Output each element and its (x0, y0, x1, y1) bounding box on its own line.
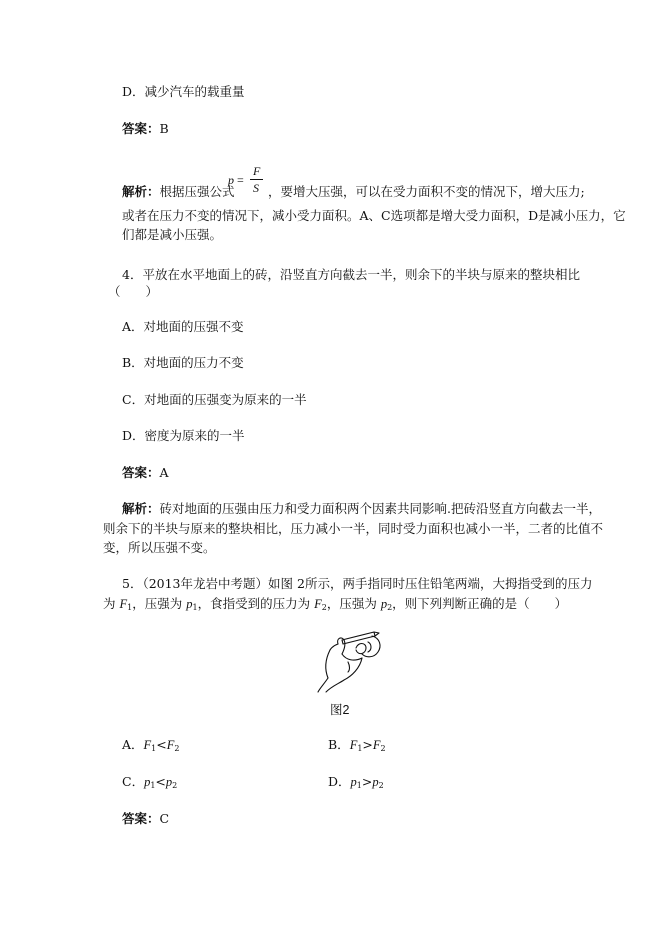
q3-option-d: D．减少汽车的载重量 (122, 84, 245, 99)
sub-2: 2 (174, 744, 180, 753)
answer-label: 答案： (122, 811, 160, 826)
q5-option-d (328, 774, 384, 794)
q5-stem-line-1: 5．（2013年龙岩中考题）如图 2所示，两手指同时压住铅笔两端，大拇指受到的压力 (122, 576, 593, 591)
formula-denominator: S (253, 181, 259, 195)
var-F: F (143, 738, 152, 752)
sub-1: 1 (151, 744, 157, 753)
var-p: p (372, 775, 379, 789)
answer-label: 答案： (122, 121, 160, 136)
q5-option-b (328, 737, 386, 757)
q3-analysis-line-1b: ，要增大压强，可以在受力面积不变的情况下，增大压力; (268, 184, 585, 199)
sub-2: 2 (387, 603, 393, 612)
hand-pencil-figure (312, 628, 388, 694)
var-F: F (372, 738, 381, 752)
analysis-label: 解析： (122, 184, 160, 199)
answer-value: B (159, 121, 169, 136)
q4-option-d: D．密度为原来的一半 (122, 428, 245, 443)
q3-analysis-line-2: 或者在压力不变的情况下，减小受力面积。A、C选项都是增大受力面积，D是减小压力，它 (122, 208, 626, 223)
pressure-formula (228, 164, 268, 198)
q4-stem-line-1: 4．平放在水平地面上的砖，沿竖直方向截去一半，则余下的半块与原来的整块相比 (122, 267, 580, 282)
q5-option-a (122, 737, 179, 757)
greater-than-sign: > (362, 737, 373, 752)
stem-text: ，压强为 (132, 596, 183, 611)
q5-answer (122, 811, 169, 827)
var-F: F (349, 738, 358, 752)
sub-2: 2 (378, 781, 384, 790)
analysis-label: 解析： (122, 501, 160, 516)
sub-2: 2 (380, 744, 386, 753)
var-p: p (144, 775, 151, 789)
q4-answer (122, 465, 169, 481)
formula-numerator: F (253, 164, 261, 178)
greater-than-sign: > (361, 774, 373, 789)
answer-value: A (159, 465, 169, 480)
analysis-text: 根据压强公式 (159, 184, 235, 199)
answer-label: 答案： (122, 465, 160, 480)
answer-value: C (159, 811, 170, 826)
option-label: D． (328, 774, 351, 789)
sub-1: 1 (357, 744, 363, 753)
sub-1: 1 (356, 781, 362, 790)
stem-text: ，食指受到的压力为 (197, 596, 311, 611)
sub-2: 2 (172, 781, 178, 790)
q3-answer (122, 121, 169, 137)
sub-2: 2 (321, 603, 327, 612)
option-label: A． (122, 737, 144, 752)
sub-1: 1 (127, 603, 133, 612)
figure-caption: 图2 (330, 703, 350, 717)
var-F: F (119, 597, 128, 611)
less-than-sign: < (156, 737, 167, 752)
q4-analysis-line-2: 则余下的半块与原来的整块相比，压力减小一半，同时受力面积也减小一半，二者的比值不 (103, 521, 604, 536)
q3-analysis-line-3: 们都是减小压强。 (122, 227, 223, 242)
formula-p: p (228, 173, 234, 187)
q4-option-c: C．对地面的压强变为原来的一半 (122, 392, 307, 407)
q3-analysis-line-1 (122, 184, 235, 200)
fraction-bar (250, 179, 263, 180)
sub-1: 1 (192, 603, 198, 612)
formula-equals: = (237, 173, 244, 187)
q5-stem-line-2 (103, 596, 567, 616)
var-p: p (380, 597, 388, 611)
var-p: p (165, 775, 173, 789)
q4-analysis-line-3: 变，所以压强不变。 (103, 540, 216, 555)
stem-text: 为 (103, 596, 116, 611)
q4-option-a: A．对地面的压强不变 (122, 319, 244, 334)
option-label: C． (122, 774, 145, 789)
sub-1: 1 (150, 781, 156, 790)
stem-text: ，压强为 (326, 596, 377, 611)
stem-text: ，则下列判断正确的是（ ） (392, 596, 568, 611)
q5-option-c (122, 774, 177, 794)
less-than-sign: < (155, 774, 166, 789)
q4-analysis-line-1 (122, 501, 601, 517)
var-p: p (186, 597, 193, 611)
q4-option-b: B．对地面的压力不变 (122, 355, 244, 370)
var-F: F (166, 738, 175, 752)
option-label: B． (328, 737, 350, 752)
q4-stem-line-2: （ ） (108, 284, 159, 299)
var-F: F (314, 597, 322, 611)
analysis-text: 砖对地面的压强由压力和受力面积两个因素共同影响.把砖沿竖直方向截去一半， (159, 501, 601, 516)
var-p: p (350, 775, 357, 789)
